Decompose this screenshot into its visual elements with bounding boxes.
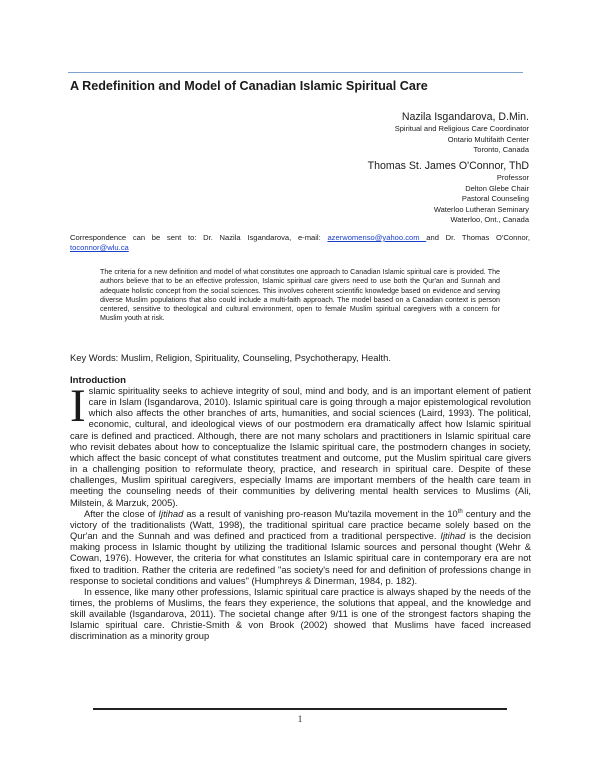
- affiliation-line: Professor: [496, 173, 529, 182]
- author-block-2: [368, 160, 529, 226]
- page-number: 1: [297, 714, 303, 724]
- author-name: Nazila Isgandarova, D.Min.: [401, 111, 529, 123]
- paragraph-text: as a result of vanishing pro-reason Mu'tazila movement in the 10: [183, 508, 458, 519]
- email-link-isgandarova[interactable]: azerwomenso@yahoo.com: [327, 233, 427, 242]
- paragraph-text: is the decision making process in Islamic thought by utilizing the traditional Islamic sources and personal thought (Wehr & Cowan, 1976). However, the criteria for what constitutes an Islamic spiritual care in contemporary era are not fixed to tradition. Rather the criteria are redefined "as society's need for and definition of professions change in response to societal conditions and values" (Humphreys & Dinerman, 1984, p. 182).: [70, 531, 532, 586]
- footer-rule: [93, 708, 507, 710]
- affiliation-line: Waterloo Lutheran Seminary: [433, 204, 529, 214]
- affiliation-line: Spiritual and Religious Care Coordinator: [394, 124, 529, 133]
- author-block-1: [395, 111, 529, 156]
- paper-title: A Redefinition and Model of Canadian Islamic Spiritual Care: [70, 79, 428, 93]
- paragraph: [70, 509, 531, 587]
- section-heading-introduction: Introduction: [70, 375, 126, 386]
- superscript: th: [457, 508, 463, 515]
- top-rule: [68, 72, 523, 73]
- paragraph: In essence, like many other professions, Islamic spiritual care practice is always shaped by the needs of the times, the problems of Muslims, the fears they experience, the solutions that appeal, and the knowledge and skill available (Isgandarova, 2011). The societal change after 9/11 is one of the strongest factors shaping the Islamic spiritual care. Christie-Smith & von Brook (2002) showed that Muslims have faced increased discrimination as a minority group: [70, 586, 531, 642]
- affiliation-line: Delton Glebe Chair: [465, 183, 529, 193]
- correspondence-text: Correspondence can be sent to: Dr. Nazila Isgandarova, e-mail:: [70, 233, 328, 242]
- term-ijtihad: Ijtihad: [440, 531, 466, 542]
- author-name: Thomas St. James O'Connor, ThD: [367, 160, 529, 172]
- paragraph-text: slamic spirituality seeks to achieve integrity of soul, mind and body, and is an important element of patient care in Islam (Isgandarova, 2010). Islamic spiritual care is going through a major epistemological revolution which also affects the other branches of arts, humanities, and social sciences (Laird, 1993). The political, economic, cultural, and ideological views of our postmodern era dramatically affect how Islamic spiritual care is defined and practiced. Although, there are not many scholars and practitioners in Islamic spiritual care who revisit debates about how to conceptualize the Islamic spiritual care, the postmodern changes in society, which affect the basic concept of what constitutes treatment and outcome, put the Muslim spiritual care givers in a challenging position to reformulate theory, practice, and research in spiritual care. Despite of these challenges, Muslim spiritual caregivers, especially Imams are important members of the health care team in meeting the counseling needs of their communities by delivering mental health services to Muslims (Ali, Milstein, & Marzuk, 2005).: [70, 386, 531, 508]
- affiliation-line: Toronto, Canada: [473, 145, 529, 154]
- email-link-oconnor[interactable]: toconnor@wlu.ca: [70, 243, 129, 252]
- term-ijtihad: Ijtihad: [158, 508, 184, 519]
- correspondence: [70, 233, 530, 253]
- paragraph-text: After the close of: [84, 508, 159, 519]
- keywords: Key Words: Muslim, Religion, Spirituality, Counseling, Psychotherapy, Health.: [70, 352, 391, 363]
- affiliation-line: Ontario Multifaith Center: [447, 134, 529, 144]
- abstract: The criteria for a new definition and model of what constitutes one approach to Canadian Islamic spiritual care is provided. The authors believe that to be an effective profession, Islamic spiritual care givers need to use both the Qur'an and Sunnah and adequate holistic concept from the social sciences. This involves coherent scientific knowledge based on evidence and serving diverse Muslim populations that also could include a multi-faith approach. The model based on a Canadian context is person centered, sensitive to theological and cultural environment, open to female Muslim spiritual caregivers with a concern for Muslim youth at risk.: [100, 268, 500, 323]
- affiliation-line: Pastoral Counseling: [461, 194, 529, 203]
- paragraph-text: century and the victory of the traditionalists (Watt, 1998), the traditional spiritual care practice became solely based on the Qur'an and the Sunnah and was defined and practiced from a traditional perspective.: [70, 508, 531, 542]
- correspondence-text: and Dr. Thomas O'Connor,: [426, 233, 530, 242]
- drop-cap: I: [70, 380, 86, 432]
- affiliation-line: Waterloo, Ont., Canada: [450, 215, 529, 224]
